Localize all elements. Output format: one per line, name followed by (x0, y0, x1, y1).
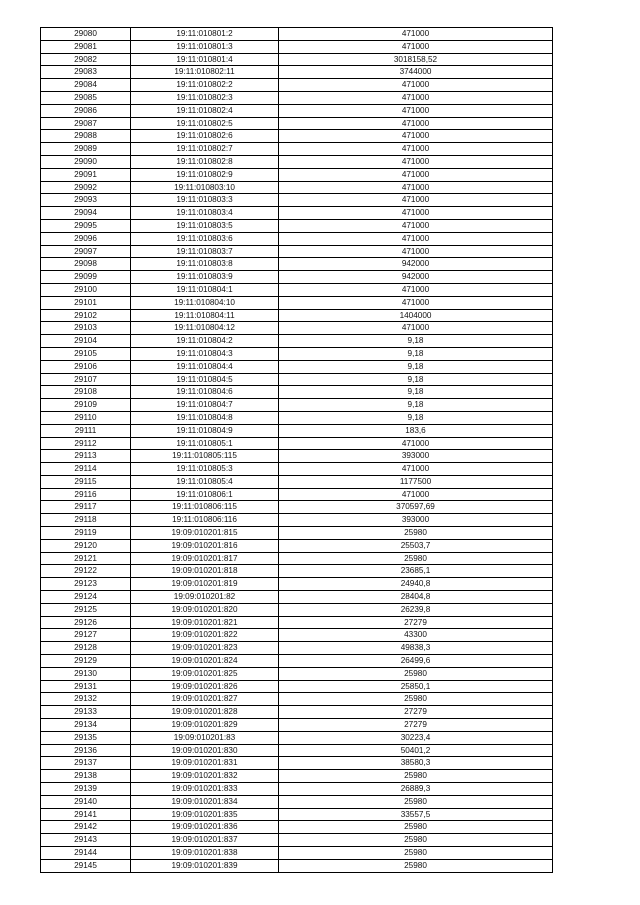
table-row (41, 629, 553, 642)
data-table (40, 27, 553, 873)
row-number-cell: 29126 (41, 616, 131, 629)
table-row (41, 117, 553, 130)
table-row (41, 271, 553, 284)
row-number-cell: 29088 (41, 130, 131, 143)
row-number-cell: 29108 (41, 386, 131, 399)
cadastral-number-cell: 19:09:010201:817 (131, 552, 279, 565)
cadastral-number-cell: 19:09:010201:83 (131, 731, 279, 744)
cadastral-number-cell: 19:11:010804:1 (131, 283, 279, 296)
cadastral-number-cell: 19:09:010201:821 (131, 616, 279, 629)
value-cell: 26499,6 (279, 655, 553, 668)
cadastral-number-cell: 19:09:010201:819 (131, 578, 279, 591)
row-number-cell: 29111 (41, 424, 131, 437)
cadastral-number-cell: 19:09:010201:824 (131, 655, 279, 668)
cadastral-number-cell: 19:09:010201:823 (131, 642, 279, 655)
value-cell: 27279 (279, 616, 553, 629)
table-row (41, 207, 553, 220)
value-cell: 471000 (279, 143, 553, 156)
row-number-cell: 29092 (41, 181, 131, 194)
row-number-cell: 29085 (41, 91, 131, 104)
table-row (41, 578, 553, 591)
row-number-cell: 29137 (41, 757, 131, 770)
cadastral-number-cell: 19:11:010803:5 (131, 219, 279, 232)
row-number-cell: 29138 (41, 770, 131, 783)
cadastral-number-cell: 19:11:010804:6 (131, 386, 279, 399)
row-number-cell: 29090 (41, 155, 131, 168)
row-number-cell: 29082 (41, 53, 131, 66)
cadastral-number-cell: 19:11:010801:2 (131, 28, 279, 41)
cadastral-number-cell: 19:11:010806:115 (131, 501, 279, 514)
table-row (41, 104, 553, 117)
row-number-cell: 29142 (41, 821, 131, 834)
table-row (41, 859, 553, 872)
cadastral-number-cell: 19:11:010802:5 (131, 117, 279, 130)
row-number-cell: 29114 (41, 463, 131, 476)
cadastral-number-cell: 19:11:010805:1 (131, 437, 279, 450)
table-row (41, 770, 553, 783)
value-cell: 942000 (279, 271, 553, 284)
value-cell: 25980 (279, 834, 553, 847)
value-cell: 471000 (279, 245, 553, 258)
value-cell: 25980 (279, 667, 553, 680)
value-cell: 393000 (279, 450, 553, 463)
row-number-cell: 29109 (41, 399, 131, 412)
row-number-cell: 29104 (41, 335, 131, 348)
table-row (41, 130, 553, 143)
value-cell: 26889,3 (279, 783, 553, 796)
value-cell: 9,18 (279, 399, 553, 412)
table-row (41, 360, 553, 373)
table-row (41, 168, 553, 181)
table-row (41, 347, 553, 360)
cadastral-number-cell: 19:11:010804:8 (131, 411, 279, 424)
value-cell: 471000 (279, 488, 553, 501)
row-number-cell: 29124 (41, 591, 131, 604)
value-cell: 25980 (279, 527, 553, 540)
cadastral-number-cell: 19:11:010804:11 (131, 309, 279, 322)
table-row (41, 552, 553, 565)
value-cell: 471000 (279, 207, 553, 220)
cadastral-number-cell: 19:09:010201:826 (131, 680, 279, 693)
row-number-cell: 29094 (41, 207, 131, 220)
cadastral-number-cell: 19:09:010201:835 (131, 808, 279, 821)
row-number-cell: 29103 (41, 322, 131, 335)
value-cell: 471000 (279, 437, 553, 450)
table-row (41, 283, 553, 296)
row-number-cell: 29132 (41, 693, 131, 706)
table-row (41, 501, 553, 514)
row-number-cell: 29091 (41, 168, 131, 181)
cadastral-number-cell: 19:11:010803:6 (131, 232, 279, 245)
value-cell: 30223,4 (279, 731, 553, 744)
table-row (41, 309, 553, 322)
row-number-cell: 29125 (41, 603, 131, 616)
cadastral-number-cell: 19:09:010201:829 (131, 719, 279, 732)
table-row (41, 53, 553, 66)
value-cell: 471000 (279, 91, 553, 104)
table-row (41, 795, 553, 808)
table-row (41, 437, 553, 450)
value-cell: 25980 (279, 770, 553, 783)
table-row (41, 219, 553, 232)
value-cell: 49838,3 (279, 642, 553, 655)
row-number-cell: 29110 (41, 411, 131, 424)
cadastral-number-cell: 19:11:010804:4 (131, 360, 279, 373)
row-number-cell: 29120 (41, 539, 131, 552)
cadastral-number-cell: 19:09:010201:818 (131, 565, 279, 578)
value-cell: 38580,3 (279, 757, 553, 770)
value-cell: 25980 (279, 847, 553, 860)
table-row (41, 232, 553, 245)
value-cell: 471000 (279, 219, 553, 232)
value-cell: 25503,7 (279, 539, 553, 552)
row-number-cell: 29106 (41, 360, 131, 373)
value-cell: 25980 (279, 693, 553, 706)
cadastral-number-cell: 19:09:010201:828 (131, 706, 279, 719)
row-number-cell: 29144 (41, 847, 131, 860)
value-cell: 471000 (279, 117, 553, 130)
value-cell: 24940,8 (279, 578, 553, 591)
table-row (41, 642, 553, 655)
table-row (41, 744, 553, 757)
cadastral-number-cell: 19:11:010801:4 (131, 53, 279, 66)
value-cell: 3018158,52 (279, 53, 553, 66)
table-row (41, 834, 553, 847)
row-number-cell: 29133 (41, 706, 131, 719)
table-row (41, 591, 553, 604)
row-number-cell: 29136 (41, 744, 131, 757)
row-number-cell: 29140 (41, 795, 131, 808)
cadastral-number-cell: 19:09:010201:833 (131, 783, 279, 796)
row-number-cell: 29115 (41, 475, 131, 488)
table-row (41, 719, 553, 732)
cadastral-number-cell: 19:09:010201:836 (131, 821, 279, 834)
value-cell: 471000 (279, 28, 553, 41)
cadastral-number-cell: 19:11:010803:4 (131, 207, 279, 220)
row-number-cell: 29096 (41, 232, 131, 245)
row-number-cell: 29098 (41, 258, 131, 271)
table-row (41, 693, 553, 706)
table-row (41, 66, 553, 79)
table-row (41, 488, 553, 501)
row-number-cell: 29130 (41, 667, 131, 680)
value-cell: 370597,69 (279, 501, 553, 514)
table-row (41, 783, 553, 796)
cadastral-number-cell: 19:11:010802:7 (131, 143, 279, 156)
cadastral-number-cell: 19:09:010201:831 (131, 757, 279, 770)
table-row (41, 79, 553, 92)
cadastral-number-cell: 19:11:010804:5 (131, 373, 279, 386)
value-cell: 471000 (279, 130, 553, 143)
row-number-cell: 29122 (41, 565, 131, 578)
table-row (41, 399, 553, 412)
table-row (41, 539, 553, 552)
table-row (41, 616, 553, 629)
cadastral-number-cell: 19:11:010803:8 (131, 258, 279, 271)
cadastral-number-cell: 19:11:010806:1 (131, 488, 279, 501)
table-row (41, 565, 553, 578)
row-number-cell: 29121 (41, 552, 131, 565)
cadastral-number-cell: 19:09:010201:82 (131, 591, 279, 604)
cadastral-number-cell: 19:09:010201:837 (131, 834, 279, 847)
value-cell: 25980 (279, 552, 553, 565)
table-row (41, 667, 553, 680)
value-cell: 9,18 (279, 386, 553, 399)
row-number-cell: 29112 (41, 437, 131, 450)
cadastral-number-cell: 19:09:010201:827 (131, 693, 279, 706)
cadastral-number-cell: 19:09:010201:822 (131, 629, 279, 642)
table-row (41, 603, 553, 616)
table-row (41, 373, 553, 386)
value-cell: 9,18 (279, 347, 553, 360)
row-number-cell: 29101 (41, 296, 131, 309)
row-number-cell: 29129 (41, 655, 131, 668)
row-number-cell: 29134 (41, 719, 131, 732)
value-cell: 471000 (279, 322, 553, 335)
table-row (41, 386, 553, 399)
value-cell: 43300 (279, 629, 553, 642)
row-number-cell: 29086 (41, 104, 131, 117)
value-cell: 25850,1 (279, 680, 553, 693)
row-number-cell: 29093 (41, 194, 131, 207)
row-number-cell: 29087 (41, 117, 131, 130)
cadastral-number-cell: 19:11:010803:9 (131, 271, 279, 284)
row-number-cell: 29081 (41, 40, 131, 53)
table-row (41, 527, 553, 540)
table-row (41, 808, 553, 821)
row-number-cell: 29143 (41, 834, 131, 847)
row-number-cell: 29139 (41, 783, 131, 796)
table-row (41, 514, 553, 527)
cadastral-number-cell: 19:09:010201:830 (131, 744, 279, 757)
value-cell: 471000 (279, 168, 553, 181)
cadastral-number-cell: 19:11:010805:4 (131, 475, 279, 488)
cadastral-number-cell: 19:11:010805:115 (131, 450, 279, 463)
value-cell: 28404,8 (279, 591, 553, 604)
row-number-cell: 29123 (41, 578, 131, 591)
row-number-cell: 29107 (41, 373, 131, 386)
cadastral-number-cell: 19:11:010804:3 (131, 347, 279, 360)
table-row (41, 40, 553, 53)
table-row (41, 296, 553, 309)
value-cell: 471000 (279, 283, 553, 296)
value-cell: 9,18 (279, 335, 553, 348)
row-number-cell: 29119 (41, 527, 131, 540)
table-row (41, 706, 553, 719)
value-cell: 3744000 (279, 66, 553, 79)
cadastral-number-cell: 19:11:010802:2 (131, 79, 279, 92)
row-number-cell: 29099 (41, 271, 131, 284)
value-cell: 50401,2 (279, 744, 553, 757)
row-number-cell: 29100 (41, 283, 131, 296)
cadastral-number-cell: 19:11:010804:12 (131, 322, 279, 335)
table-row (41, 821, 553, 834)
cadastral-number-cell: 19:11:010803:10 (131, 181, 279, 194)
table-row (41, 847, 553, 860)
row-number-cell: 29113 (41, 450, 131, 463)
cadastral-number-cell: 19:09:010201:838 (131, 847, 279, 860)
value-cell: 471000 (279, 104, 553, 117)
cadastral-number-cell: 19:11:010805:3 (131, 463, 279, 476)
table-row (41, 731, 553, 744)
table-row (41, 245, 553, 258)
row-number-cell: 29084 (41, 79, 131, 92)
value-cell: 471000 (279, 79, 553, 92)
table-row (41, 155, 553, 168)
row-number-cell: 29128 (41, 642, 131, 655)
table-row (41, 181, 553, 194)
value-cell: 393000 (279, 514, 553, 527)
cadastral-number-cell: 19:11:010801:3 (131, 40, 279, 53)
table-row (41, 463, 553, 476)
row-number-cell: 29135 (41, 731, 131, 744)
row-number-cell: 29097 (41, 245, 131, 258)
table-row (41, 335, 553, 348)
row-number-cell: 29127 (41, 629, 131, 642)
table-body (41, 28, 553, 873)
cadastral-number-cell: 19:11:010803:7 (131, 245, 279, 258)
cadastral-number-cell: 19:11:010802:9 (131, 168, 279, 181)
cadastral-number-cell: 19:11:010802:6 (131, 130, 279, 143)
table-row (41, 655, 553, 668)
value-cell: 183,6 (279, 424, 553, 437)
cadastral-number-cell: 19:11:010806:116 (131, 514, 279, 527)
row-number-cell: 29131 (41, 680, 131, 693)
row-number-cell: 29105 (41, 347, 131, 360)
value-cell: 27279 (279, 719, 553, 732)
table-row (41, 258, 553, 271)
value-cell: 25980 (279, 859, 553, 872)
value-cell: 25980 (279, 795, 553, 808)
cadastral-number-cell: 19:09:010201:839 (131, 859, 279, 872)
row-number-cell: 29117 (41, 501, 131, 514)
value-cell: 471000 (279, 463, 553, 476)
value-cell: 9,18 (279, 411, 553, 424)
value-cell: 33557,5 (279, 808, 553, 821)
row-number-cell: 29083 (41, 66, 131, 79)
row-number-cell: 29141 (41, 808, 131, 821)
table-row (41, 424, 553, 437)
cadastral-number-cell: 19:11:010802:8 (131, 155, 279, 168)
value-cell: 471000 (279, 232, 553, 245)
value-cell: 471000 (279, 181, 553, 194)
value-cell: 1404000 (279, 309, 553, 322)
cadastral-number-cell: 19:09:010201:832 (131, 770, 279, 783)
table-row (41, 450, 553, 463)
table-row (41, 194, 553, 207)
cadastral-number-cell: 19:11:010802:4 (131, 104, 279, 117)
cadastral-number-cell: 19:11:010802:3 (131, 91, 279, 104)
row-number-cell: 29089 (41, 143, 131, 156)
value-cell: 471000 (279, 155, 553, 168)
cadastral-number-cell: 19:09:010201:825 (131, 667, 279, 680)
table-row (41, 757, 553, 770)
cadastral-number-cell: 19:11:010804:2 (131, 335, 279, 348)
table-row (41, 322, 553, 335)
table-row (41, 28, 553, 41)
table-row (41, 475, 553, 488)
table-row (41, 143, 553, 156)
value-cell: 26239,8 (279, 603, 553, 616)
cadastral-number-cell: 19:11:010804:10 (131, 296, 279, 309)
table-row (41, 680, 553, 693)
cadastral-number-cell: 19:11:010803:3 (131, 194, 279, 207)
cadastral-number-cell: 19:11:010804:7 (131, 399, 279, 412)
value-cell: 27279 (279, 706, 553, 719)
cadastral-number-cell: 19:09:010201:816 (131, 539, 279, 552)
value-cell: 9,18 (279, 373, 553, 386)
value-cell: 1177500 (279, 475, 553, 488)
cadastral-number-cell: 19:09:010201:815 (131, 527, 279, 540)
row-number-cell: 29145 (41, 859, 131, 872)
value-cell: 471000 (279, 40, 553, 53)
table-row (41, 411, 553, 424)
table-row (41, 91, 553, 104)
value-cell: 25980 (279, 821, 553, 834)
row-number-cell: 29080 (41, 28, 131, 41)
cadastral-number-cell: 19:09:010201:820 (131, 603, 279, 616)
value-cell: 942000 (279, 258, 553, 271)
value-cell: 9,18 (279, 360, 553, 373)
value-cell: 23685,1 (279, 565, 553, 578)
row-number-cell: 29116 (41, 488, 131, 501)
row-number-cell: 29118 (41, 514, 131, 527)
cadastral-number-cell: 19:09:010201:834 (131, 795, 279, 808)
cadastral-number-cell: 19:11:010804:9 (131, 424, 279, 437)
value-cell: 471000 (279, 194, 553, 207)
value-cell: 471000 (279, 296, 553, 309)
cadastral-number-cell: 19:11:010802:11 (131, 66, 279, 79)
row-number-cell: 29095 (41, 219, 131, 232)
row-number-cell: 29102 (41, 309, 131, 322)
